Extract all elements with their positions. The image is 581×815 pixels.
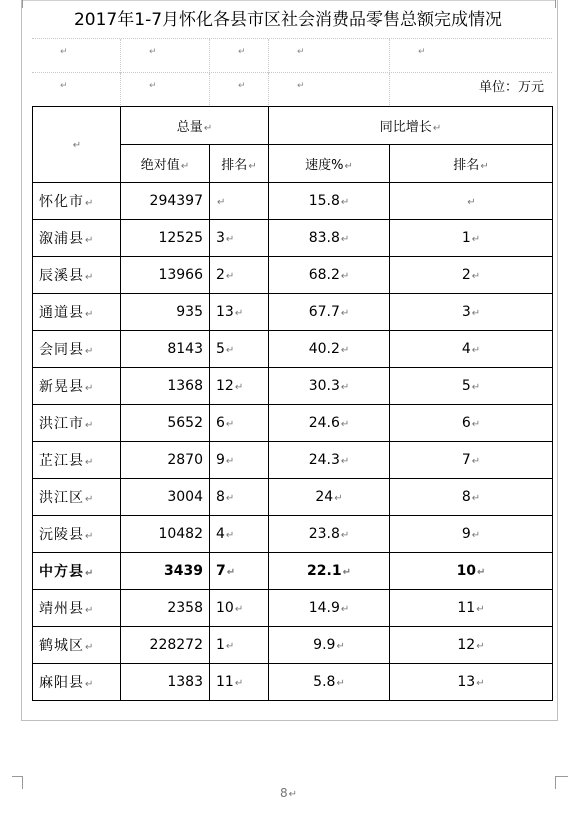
table-row — [33, 183, 553, 220]
county-name-cell[interactable]: 新晃县↵ — [33, 368, 121, 405]
county-name-cell[interactable]: 麻阳县↵ — [33, 664, 121, 701]
table-row — [33, 479, 553, 516]
header-rank-growth[interactable]: 排名↵ — [390, 145, 553, 183]
county-name-cell[interactable]: 芷江县↵ — [33, 442, 121, 479]
county-name-cell[interactable]: 中方县↵ — [33, 553, 121, 590]
county-name-cell[interactable]: 鹤城区↵ — [33, 627, 121, 664]
absolute-value-cell[interactable]: 935 — [121, 294, 210, 331]
rank-cell[interactable]: 6↵ — [210, 405, 269, 442]
growth-speed-cell[interactable]: 24↵ — [269, 479, 390, 516]
table-row — [33, 331, 553, 368]
growth-rank-cell[interactable]: 6↵ — [390, 405, 553, 442]
growth-speed-cell[interactable]: 15.8↵ — [269, 183, 390, 220]
table-row — [33, 627, 553, 664]
unit-cell[interactable] — [389, 73, 552, 107]
absolute-value-cell[interactable]: 2870 — [121, 442, 210, 479]
growth-speed-cell[interactable]: 30.3↵ — [269, 368, 390, 405]
county-name-cell[interactable]: 沅陵县↵ — [33, 516, 121, 553]
rank-cell[interactable]: 11↵ — [210, 664, 269, 701]
header-absolute-value[interactable]: 绝对值↵ — [121, 145, 210, 183]
empty-cell[interactable]: ↵ — [268, 39, 389, 73]
rank-cell[interactable]: 7↵ — [210, 553, 269, 590]
empty-grid-row-2 — [32, 72, 552, 107]
header-speed[interactable]: 速度%↵ — [269, 145, 390, 183]
growth-rank-cell[interactable]: 12↵ — [390, 627, 553, 664]
crop-mark-bottom-right — [555, 776, 568, 789]
growth-rank-cell[interactable]: 9↵ — [390, 516, 553, 553]
growth-rank-cell[interactable]: 11↵ — [390, 590, 553, 627]
growth-speed-cell[interactable]: 9.9↵ — [269, 627, 390, 664]
empty-cell[interactable]: ↵ — [209, 73, 268, 107]
growth-rank-cell[interactable]: 2↵ — [390, 257, 553, 294]
unit-label: 单位：万元 — [478, 80, 544, 95]
growth-rank-cell[interactable]: ↵ — [390, 183, 553, 220]
table-row — [33, 516, 553, 553]
table-row — [33, 220, 553, 257]
table-body — [33, 183, 553, 701]
empty-cell[interactable]: ↵ — [120, 73, 209, 107]
growth-speed-cell[interactable]: 5.8↵ — [269, 664, 390, 701]
growth-rank-cell[interactable]: 13↵ — [390, 664, 553, 701]
header-corner-cell[interactable]: ↵ — [33, 107, 121, 183]
growth-speed-cell[interactable]: 23.8↵ — [269, 516, 390, 553]
absolute-value-cell[interactable]: 3439 — [121, 553, 210, 590]
table-row — [33, 442, 553, 479]
growth-rank-cell[interactable]: 10↵ — [390, 553, 553, 590]
empty-cell[interactable]: ↵ — [389, 39, 552, 73]
growth-speed-cell[interactable]: 24.3↵ — [269, 442, 390, 479]
growth-speed-cell[interactable]: 83.8↵ — [269, 220, 390, 257]
rank-cell[interactable]: 8↵ — [210, 479, 269, 516]
growth-rank-cell[interactable]: 3↵ — [390, 294, 553, 331]
table-row — [33, 405, 553, 442]
table-row — [33, 664, 553, 701]
absolute-value-cell[interactable]: 2358 — [121, 590, 210, 627]
absolute-value-cell[interactable]: 3004 — [121, 479, 210, 516]
growth-rank-cell[interactable]: 1↵ — [390, 220, 553, 257]
county-name-cell[interactable]: 会同县↵ — [33, 331, 121, 368]
data-table — [32, 106, 553, 701]
growth-speed-cell[interactable]: 24.6↵ — [269, 405, 390, 442]
rank-cell[interactable]: 5↵ — [210, 331, 269, 368]
table-row — [33, 553, 553, 590]
county-name-cell[interactable]: 洪江区↵ — [33, 479, 121, 516]
absolute-value-cell[interactable]: 1383 — [121, 664, 210, 701]
table-row — [33, 368, 553, 405]
header-rank[interactable]: 排名↵ — [210, 145, 269, 183]
growth-speed-cell[interactable]: 40.2↵ — [269, 331, 390, 368]
empty-cell[interactable]: ↵ — [60, 81, 68, 91]
rank-cell[interactable]: 2↵ — [210, 257, 269, 294]
absolute-value-cell[interactable]: 228272 — [121, 627, 210, 664]
rank-cell[interactable]: 1↵ — [210, 627, 269, 664]
growth-speed-cell[interactable]: 22.1↵ — [269, 553, 390, 590]
absolute-value-cell[interactable]: 12525 — [121, 220, 210, 257]
header-total[interactable]: 总量↵ — [121, 107, 269, 145]
absolute-value-cell[interactable]: 8143 — [121, 331, 210, 368]
absolute-value-cell[interactable]: 1368 — [121, 368, 210, 405]
empty-cell[interactable]: ↵ — [120, 39, 209, 73]
rank-cell[interactable]: 3↵ — [210, 220, 269, 257]
growth-speed-cell[interactable]: 14.9↵ — [269, 590, 390, 627]
county-name-cell[interactable]: 溆浦县↵ — [33, 220, 121, 257]
county-name-cell[interactable]: 通道县↵ — [33, 294, 121, 331]
absolute-value-cell[interactable]: 294397 — [121, 183, 210, 220]
table-row — [33, 294, 553, 331]
absolute-value-cell[interactable]: 13966 — [121, 257, 210, 294]
absolute-value-cell[interactable]: 5652 — [121, 405, 210, 442]
empty-cell[interactable]: ↵ — [60, 47, 68, 57]
growth-rank-cell[interactable]: 5↵ — [390, 368, 553, 405]
absolute-value-cell[interactable]: 10482 — [121, 516, 210, 553]
growth-speed-cell[interactable]: 67.7↵ — [269, 294, 390, 331]
rank-cell[interactable]: 9↵ — [210, 442, 269, 479]
rank-cell[interactable]: ↵ — [210, 183, 269, 220]
rank-cell[interactable]: 12↵ — [210, 368, 269, 405]
rank-cell[interactable]: 4↵ — [210, 516, 269, 553]
empty-cell[interactable]: ↵ — [268, 73, 389, 107]
growth-speed-cell[interactable]: 68.2↵ — [269, 257, 390, 294]
growth-rank-cell[interactable]: 8↵ — [390, 479, 553, 516]
county-name-cell[interactable]: 洪江市↵ — [33, 405, 121, 442]
rank-cell[interactable]: 10↵ — [210, 590, 269, 627]
growth-rank-cell[interactable]: 7↵ — [390, 442, 553, 479]
growth-rank-cell[interactable]: 4↵ — [390, 331, 553, 368]
page-number: 8↵ — [280, 786, 298, 800]
header-yoy-growth[interactable]: 同比增长↵ — [269, 107, 553, 145]
table-row — [33, 257, 553, 294]
county-name-cell[interactable]: 辰溪县↵ — [33, 257, 121, 294]
county-name-cell[interactable]: 怀化市↵ — [33, 183, 121, 220]
document-title: 2017年1-7月怀化各县市区社会消费品零售总额完成情况 — [73, 10, 503, 30]
table-row — [33, 590, 553, 627]
empty-grid-row-1 — [32, 38, 552, 73]
empty-cell[interactable]: ↵ — [209, 39, 268, 73]
rank-cell[interactable]: 13↵ — [210, 294, 269, 331]
county-name-cell[interactable]: 靖州县↵ — [33, 590, 121, 627]
crop-mark-bottom-left — [12, 776, 23, 789]
